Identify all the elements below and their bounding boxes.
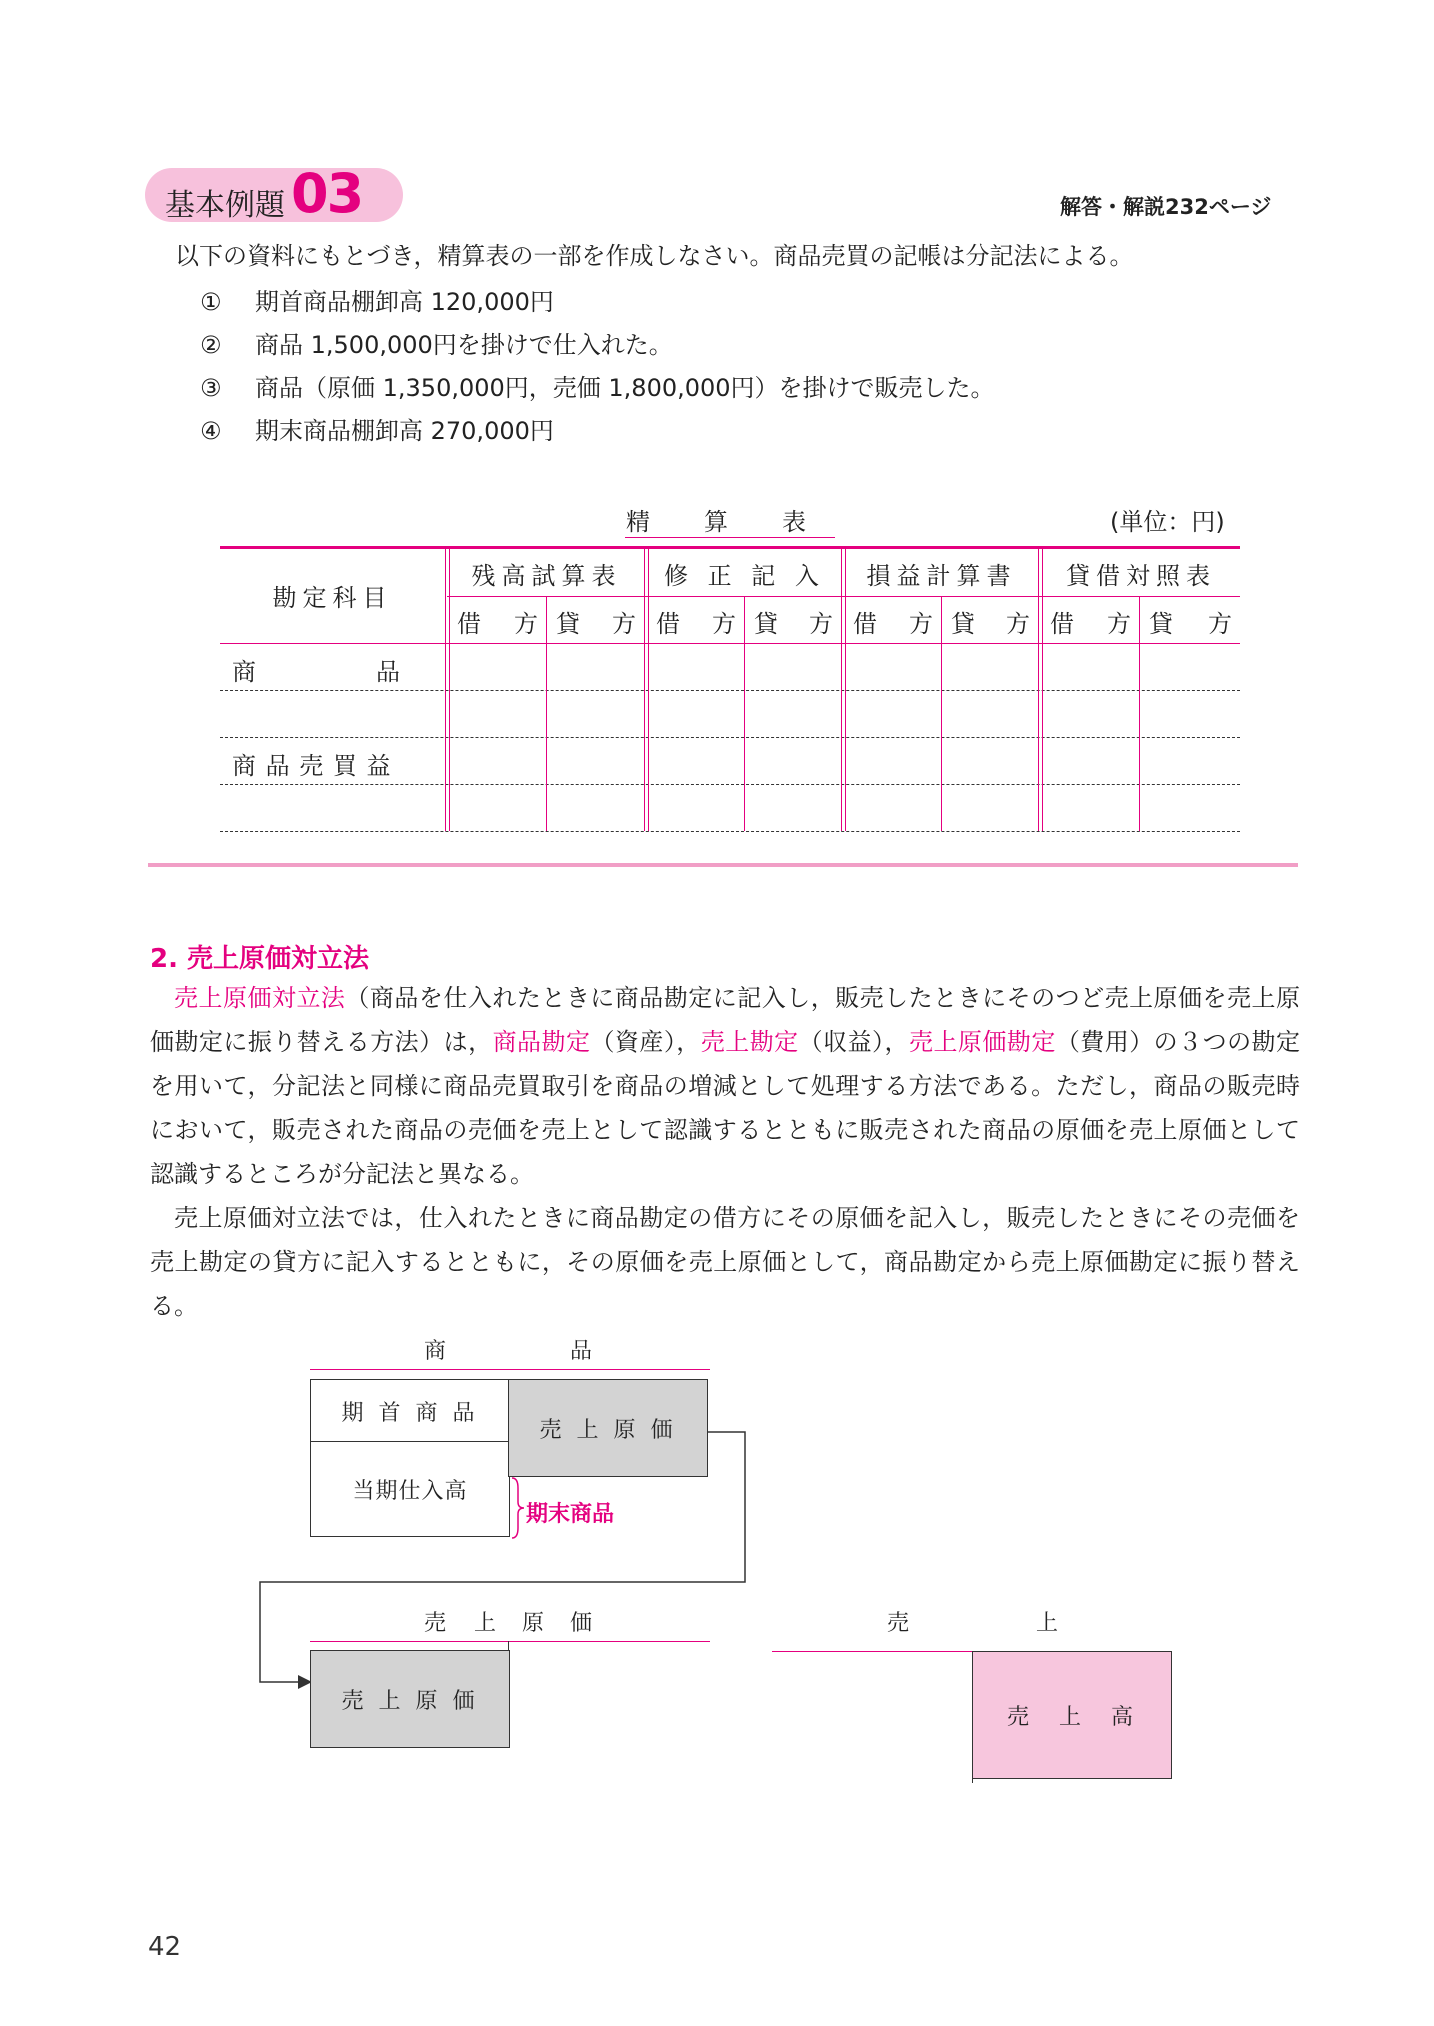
example-label: 基本例題: [165, 188, 285, 223]
account-name-cogs: 原: [522, 1611, 545, 1636]
group-header: 残高試算表: [471, 562, 622, 590]
debit-header: 借 方: [1050, 610, 1131, 638]
cogs-box-debit: 売 上 原 価: [310, 1650, 510, 1748]
credit-header: 貸 方: [754, 610, 833, 638]
ending-inventory-label: 期末商品: [526, 1502, 615, 1527]
debit-header: 借 方: [457, 610, 538, 638]
col-line: [445, 546, 446, 831]
opening-inventory-box: 期 首 商 品: [310, 1379, 510, 1443]
paragraph-2: 売上原価対立法では，仕入れたときに商品勘定の借方にその原価を記入し，販売したときにその売価を売上勘定の貸方に記入するとともに，その原価を売上原価として，商品勘定から売上原価勘定に振り替える。: [150, 1204, 1300, 1320]
question-item: ① 期首商品棚卸高 120,000円: [200, 288, 554, 316]
col-line: [941, 596, 942, 831]
group-header: 修 正 記 入: [664, 562, 825, 590]
paragraph-1: 売上原価対立法（商品を仕入れたときに商品勘定に記入し，販売したときにそのつど売上原価を売上原価勘定に振り替える方法）は，商品勘定（資産），売上勘定（収益），売上原価勘定（費用）の３つの勘定を用いて，分記法と同様に商品売買取引を商品の増減として処理する方法である。ただし，商品の販売時において，販売された商品の売価を売上として認識するとともに販売された商品の原価を売上原価として認識するところが分記法と異なる。: [150, 984, 1301, 1188]
account-header: 勘定科目: [272, 584, 393, 612]
row-label-shohin: 商 品: [232, 658, 400, 686]
account-rule: [310, 1641, 710, 1642]
group-header: 貸借対照表: [1066, 562, 1216, 590]
debit-header: 借 方: [656, 610, 736, 638]
question-intro: 以下の資料にもとづき，精算表の一部を作成しなさい。商品売買の記帳は分記法による。: [175, 242, 1134, 270]
sales-box-credit: 売 上 高: [972, 1651, 1172, 1779]
worksheet-title: 精算表: [626, 508, 860, 536]
cogs-box-shohin: 売 上 原 価: [508, 1379, 708, 1477]
credit-header: 貸 方: [556, 610, 636, 638]
worksheet-title-underline: [625, 537, 835, 538]
account-name-cogs: 価: [570, 1611, 593, 1636]
account-rule: [310, 1369, 710, 1370]
debit-header: 借 方: [853, 610, 933, 638]
section-divider: [148, 863, 1298, 867]
col-line: [744, 596, 745, 831]
answer-reference: 解答・解説232ページ: [1060, 195, 1272, 219]
group-header: 損益計算書: [866, 562, 1017, 590]
section-title: 2. 売上原価対立法: [150, 944, 370, 974]
row-divider: [220, 737, 1240, 738]
col-line: [1139, 596, 1140, 831]
row-divider: [220, 784, 1240, 785]
credit-header: 貸 方: [951, 610, 1030, 638]
row-divider: [220, 831, 1240, 832]
account-name-cogs: 売: [424, 1611, 447, 1636]
row-label-shohin-baibaieki: 商 品 売 買 益: [232, 752, 392, 780]
account-name-shohin-left: 商: [424, 1339, 447, 1364]
account-name-sales-left: 売: [887, 1611, 910, 1636]
table-body-rule: [220, 643, 1240, 644]
question-item: ③ 商品（原価 1,350,000円，売価 1,800,000円）を掛けで販売した。: [200, 374, 995, 402]
table-header-rule: [447, 596, 1240, 597]
worksheet-unit: (単位：円): [1110, 508, 1225, 536]
page-number: 42: [148, 1932, 182, 1962]
question-item: ② 商品 1,500,000円を掛けで仕入れた。: [200, 331, 673, 359]
col-line: [1038, 546, 1039, 831]
account-name-sales-right: 上: [1036, 1611, 1059, 1636]
account-name-shohin-right: 品: [570, 1339, 593, 1364]
account-name-cogs: 上: [474, 1611, 497, 1636]
credit-header: 貸 方: [1149, 610, 1232, 638]
question-item: ④ 期末商品棚卸高 270,000円: [200, 417, 554, 445]
purchases-box: 当期仕入高: [310, 1441, 510, 1537]
col-line: [644, 546, 645, 831]
col-line: [546, 596, 547, 831]
example-number: 03: [291, 162, 363, 225]
row-divider: [220, 690, 1240, 691]
col-line: [841, 546, 842, 831]
table-top-rule: [220, 546, 1240, 549]
